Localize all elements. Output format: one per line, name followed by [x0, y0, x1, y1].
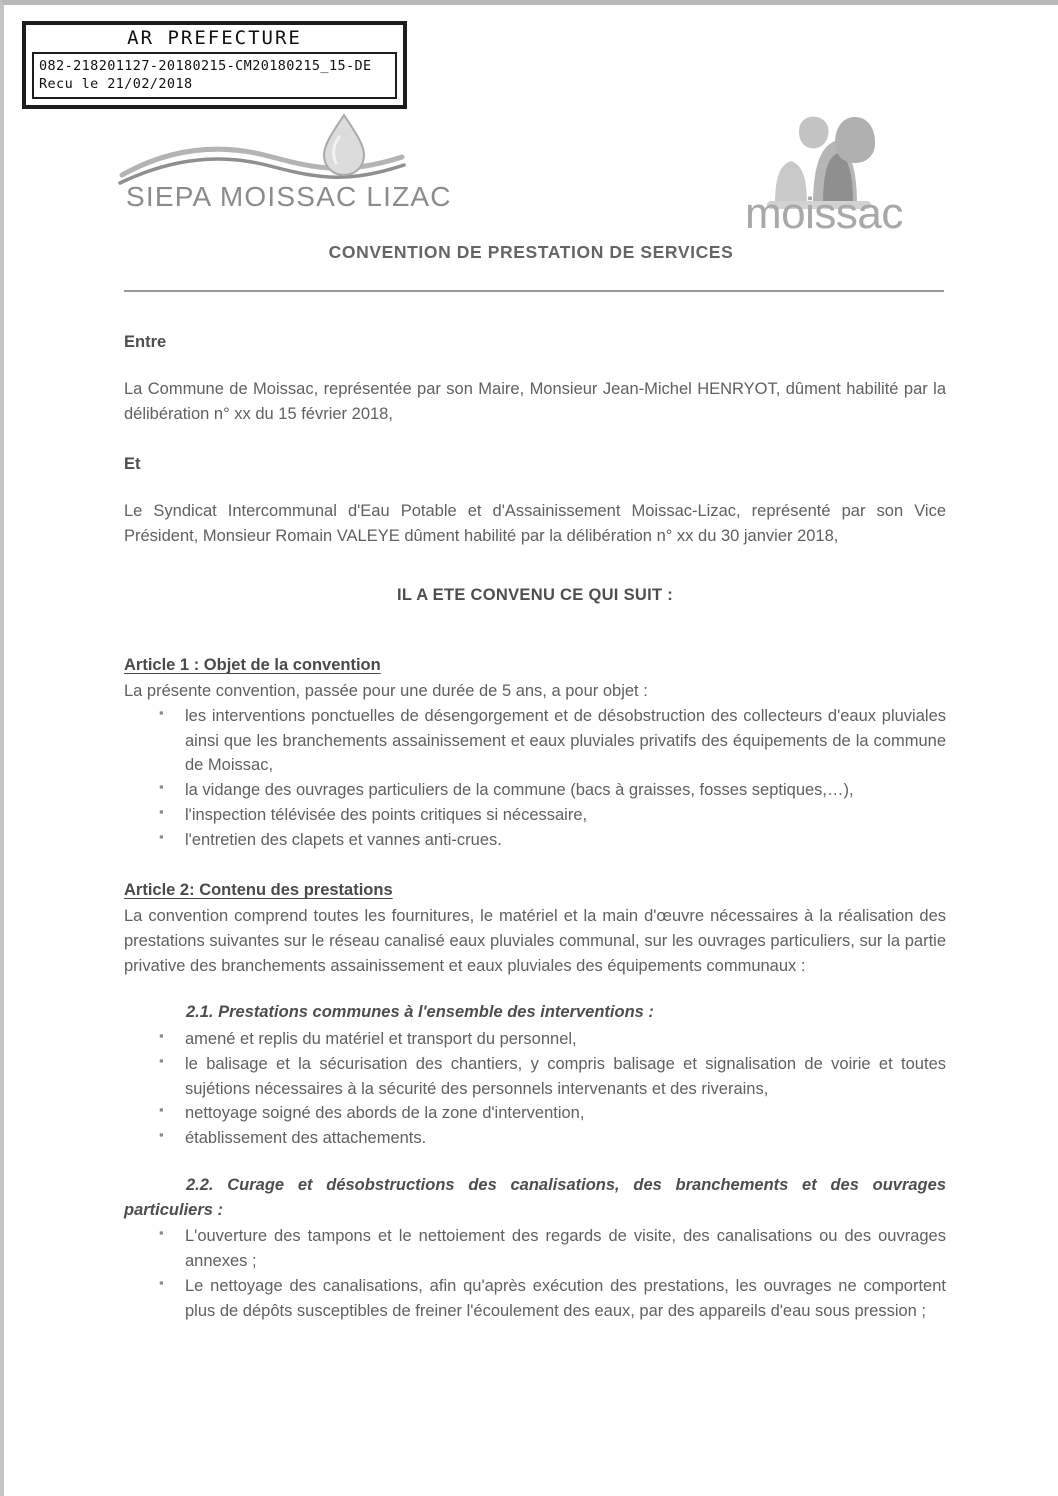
list-item: ▪ établissement des attachements. [159, 1126, 946, 1151]
header-divider [124, 290, 944, 292]
parties-label-entre: Entre [124, 333, 167, 351]
section-2-1 [124, 1000, 946, 1151]
stamp-title: AR PREFECTURE [127, 27, 302, 49]
article-2-heading: Article 2: Contenu des prestations [124, 881, 393, 900]
list-item: ▪ L'ouverture des tampons et le nettoiement des regards de visite, des canalisations ou des ouvrages annexes ; [159, 1224, 946, 1274]
siepa-logo-text: SIEPA MOISSAC LIZAC [126, 181, 452, 212]
party-two-paragraph: Le Syndicat Intercommunal d'Eau Potable et d'Assainissement Moissac-Lizac, représenté par son Vice Président, Monsieur Romain VALEYE dûment habilité par la délibération n° xx du 30 janvier 2018, [124, 502, 946, 545]
section-2-1-list [124, 1027, 946, 1151]
document-title: CONVENTION DE PRESTATION DE SERVICES [328, 242, 734, 262]
section-2-2 [124, 1173, 946, 1324]
agreement-heading: IL A ETE CONVENU CE QUI SUIT : [396, 585, 674, 604]
moissac-logo-text: moissac [745, 189, 903, 238]
ar-prefecture-stamp [22, 21, 407, 109]
stamp-details [32, 52, 397, 99]
party-one-paragraph: La Commune de Moissac, représentée par son Maire, Monsieur Jean-Michel HENRYOT, dûment habilité par la délibération n° xx du 15 février 2018, [124, 379, 946, 423]
stamp-received-date: Recu le 21/02/2018 [39, 76, 193, 93]
section-2-2-list [124, 1224, 946, 1323]
list-item: ▪ Le nettoyage des canalisations, afin qu'après exécution des prestations, les ouvrages ne comportent plus de dépôts susceptibles de freiner l'écoulement des eaux, par des appareils d'eau sous pression ; [159, 1274, 946, 1324]
list-item: ▪ nettoyage soigné des abords de la zone d'intervention, [159, 1101, 946, 1126]
list-item: ▪ amené et replis du matériel et transport du personnel, [159, 1027, 946, 1052]
list-item: ▪ l'inspection télévisée des points critiques si nécessaire, [159, 803, 946, 828]
siepa-logo [112, 113, 452, 223]
section-2-2-heading: 2.2. Curage et désobstructions des canalisations, des branchements et des ouvrages particuliers : [124, 1175, 946, 1219]
article-2 [124, 878, 946, 1323]
list-item: ▪ l'entretien des clapets et vannes anti-crues. [159, 828, 946, 853]
article-1-list [124, 704, 946, 853]
list-item: ▪ les interventions ponctuelles de désengorgement et de désobstruction des collecteurs d'eaux pluviales ainsi que les branchements assainissement et eaux pluviales privatifs des équipements de la commune de Moissac, [159, 704, 946, 778]
parties-label-et: Et [124, 455, 141, 474]
article-1 [124, 653, 946, 852]
list-item: ▪ la vidange des ouvrages particuliers de la commune (bacs à graisses, fosses septiques,…), [159, 778, 946, 803]
article-1-heading: Article 1 : Objet de la convention [124, 656, 381, 675]
article-2-intro: La convention comprend toutes les fournitures, le matériel et la main d'œuvre nécessaires à la réalisation des prestations suivantes sur le réseau canalisé eaux pluviales communal, sur les ouvrages particuliers, sur la partie privative des branchements assainissement et eaux pluviales des équipements communaux : [124, 907, 946, 975]
article-1-intro: La présente convention, passée pour une durée de 5 ans, a pour objet : [124, 682, 648, 700]
document-body [124, 330, 946, 1323]
stamp-reference: 082-218201127-20180215-CM20180215_15-DE [39, 57, 372, 74]
section-2-1-heading: 2.1. Prestations communes à l'ensemble des interventions : [186, 1003, 654, 1022]
list-item: ▪ le balisage et la sécurisation des chantiers, y compris balisage et signalisation de voirie et toutes sujétions nécessaires à la sécurité des personnels intervenants et des riverains, [159, 1052, 946, 1102]
moissac-logo [739, 113, 939, 238]
